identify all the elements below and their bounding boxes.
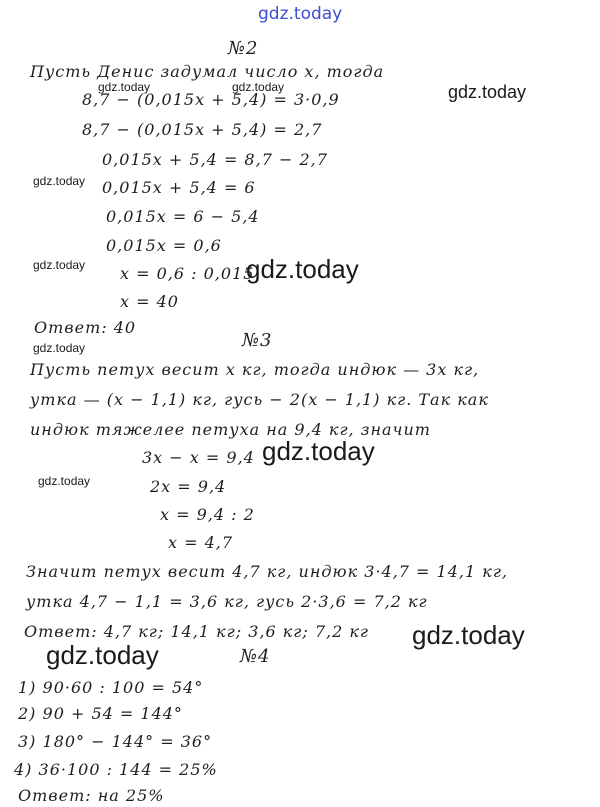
task2-line: 0,015x + 5,4 = 6 — [102, 178, 256, 197]
watermark: gdz.today — [38, 474, 91, 488]
task4-line: 2) 90 + 54 = 144° — [18, 704, 183, 723]
task2-line: x = 0,6 : 0,015 — [120, 264, 255, 283]
task2-answer: Ответ: 40 — [34, 318, 137, 337]
task2-line: 8,7 − (0,015x + 5,4) = 2,7 — [82, 120, 323, 139]
task3-text: индюк тяжелее петуха на 9,4 кг, значит — [30, 420, 431, 439]
watermark: gdz.today — [412, 620, 525, 650]
watermark: gdz.today — [448, 82, 527, 102]
task3-number: №3 — [242, 330, 273, 351]
watermark: gdz.today — [46, 640, 159, 670]
task2-line: 8,7 − (0,015x + 5,4) = 3·0,9 — [82, 90, 340, 109]
watermark: gdz.today — [33, 258, 86, 272]
watermark-top: gdz.today — [258, 4, 343, 24]
task3-line: x = 4,7 — [168, 533, 234, 552]
task3-text: утка — (x − 1,1) кг, гусь − 2(x − 1,1) кг. Так как — [30, 390, 489, 409]
task2-intro: Пусть Денис задумал число x, тогда — [30, 62, 385, 81]
task4-line: 1) 90·60 : 100 = 54° — [18, 678, 204, 697]
task4-answer: Ответ: на 25% — [18, 786, 165, 805]
task3-conclusion: Значит петух весит 4,7 кг, индюк 3·4,7 = 14,1 кг, — [26, 562, 508, 581]
task3-line: x = 9,4 : 2 — [160, 505, 255, 524]
task4-line: 3) 180° − 144° = 36° — [18, 732, 213, 751]
task2-number: №2 — [228, 38, 259, 59]
watermark: gdz.today — [246, 254, 359, 284]
task3-line: 3x − x = 9,4 — [142, 448, 255, 467]
watermark: gdz.today — [262, 436, 375, 466]
task2-line: 0,015x + 5,4 = 8,7 − 2,7 — [102, 150, 328, 169]
task3-text: Пусть петух весит x кг, тогда индюк — 3x кг, — [30, 360, 480, 379]
watermark: gdz.today — [232, 80, 285, 94]
task3-conclusion: утка 4,7 − 1,1 = 3,6 кг, гусь 2·3,6 = 7,2 кг — [26, 592, 428, 611]
watermark: gdz.today — [33, 174, 86, 188]
watermark: gdz.today — [33, 341, 86, 355]
task4-number: №4 — [240, 646, 271, 667]
task2-line: 0,015x = 6 − 5,4 — [106, 207, 260, 226]
task3-line: 2x = 9,4 — [150, 477, 227, 496]
task2-line: 0,015x = 0,6 — [106, 236, 222, 255]
watermark: gdz.today — [98, 80, 151, 94]
task2-line: x = 40 — [120, 292, 179, 311]
task4-line: 4) 36·100 : 144 = 25% — [14, 760, 218, 779]
task3-answer: Ответ: 4,7 кг; 14,1 кг; 3,6 кг; 7,2 кг — [24, 622, 370, 641]
